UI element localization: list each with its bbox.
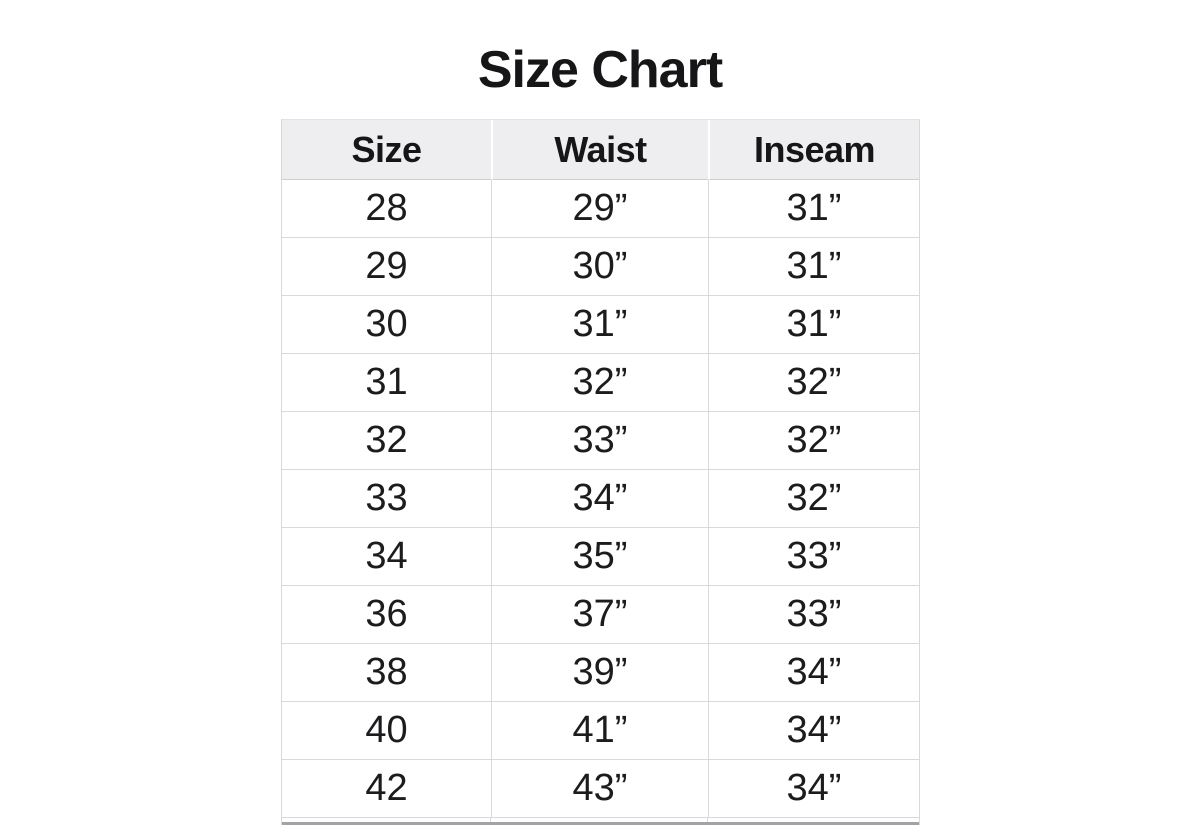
table-row [282, 760, 919, 818]
table-cell: 33” [708, 528, 919, 586]
table-cell: 34” [708, 702, 919, 760]
table-row [282, 586, 919, 644]
table-cell: 38 [282, 644, 491, 702]
table-cell: 33 [282, 470, 491, 528]
table-bottom-strip [282, 818, 919, 822]
table-cell: 32” [708, 412, 919, 470]
table-cell: 34 [282, 528, 491, 586]
table-cell: 37” [491, 586, 708, 644]
table-row [282, 702, 919, 760]
table-cell: 43” [491, 760, 708, 818]
size-table-body [282, 180, 919, 818]
column-header-size: Size [282, 120, 491, 180]
table-cell: 40 [282, 702, 491, 760]
table-header-row [282, 120, 919, 180]
table-cell: 30 [282, 296, 491, 354]
table-cell: 32” [491, 354, 708, 412]
table-cell: 31” [708, 180, 919, 238]
table-cell: 42 [282, 760, 491, 818]
page-title: Size Chart [477, 41, 723, 99]
column-divider [707, 818, 708, 822]
table-cell: 36 [282, 586, 491, 644]
table-cell: 33” [708, 586, 919, 644]
table-cell: 30” [491, 238, 708, 296]
table-row [282, 528, 919, 586]
table-row [282, 412, 919, 470]
table-cell: 31 [282, 354, 491, 412]
table-cell: 31” [491, 296, 708, 354]
table-cell: 32 [282, 412, 491, 470]
size-chart-table-container [281, 119, 920, 825]
table-cell: 33” [491, 412, 708, 470]
table-cell: 34” [708, 760, 919, 818]
table-cell: 32” [708, 470, 919, 528]
table-row [282, 296, 919, 354]
column-header-inseam: Inseam [708, 120, 919, 180]
table-cell: 34” [708, 644, 919, 702]
table-cell: 34” [491, 470, 708, 528]
table-cell: 28 [282, 180, 491, 238]
table-cell: 32” [708, 354, 919, 412]
table-cell: 31” [708, 296, 919, 354]
table-cell: 41” [491, 702, 708, 760]
column-header-waist: Waist [491, 120, 708, 180]
table-cell: 29 [282, 238, 491, 296]
table-cell: 29” [491, 180, 708, 238]
table-row [282, 180, 919, 238]
table-row [282, 238, 919, 296]
table-cell: 39” [491, 644, 708, 702]
table-cell: 35” [491, 528, 708, 586]
size-chart-table [282, 119, 919, 818]
table-row [282, 470, 919, 528]
table-row [282, 644, 919, 702]
column-divider [490, 818, 491, 822]
table-row [282, 354, 919, 412]
table-cell: 31” [708, 238, 919, 296]
